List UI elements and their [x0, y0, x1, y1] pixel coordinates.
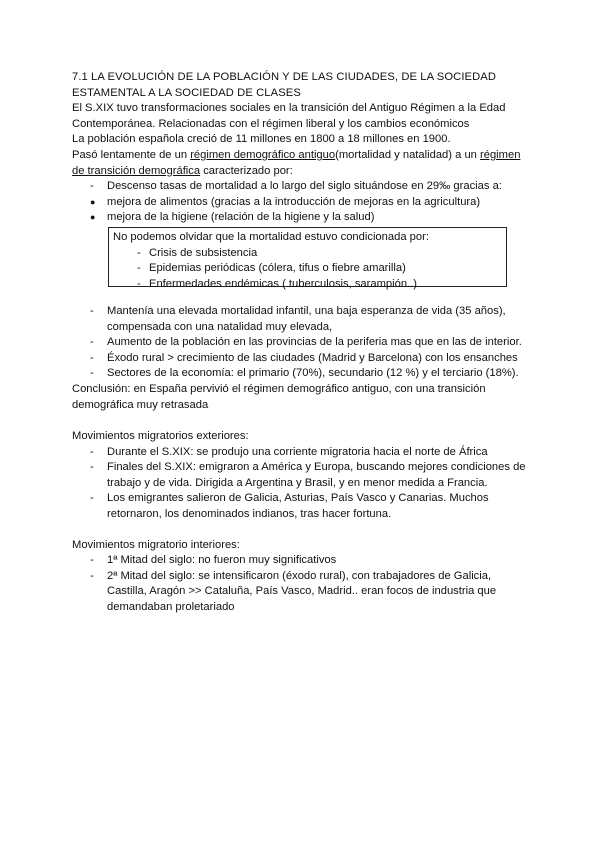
list-item-continuation: [72, 507, 532, 523]
list-item: [72, 445, 532, 461]
list-item-continuation: [72, 320, 532, 336]
intro-line-1: El S.XIX tuvo transformaciones sociales en la transición del Antiguo Régimen a la Edad: [72, 102, 506, 115]
list-item: [72, 351, 532, 367]
list-item-text: 1ª Mitad del siglo: no fueron muy significativos: [107, 554, 337, 567]
list-item: [72, 553, 532, 569]
bullet-icon: ●: [90, 212, 96, 223]
list-item-text: Crisis de subsistencia: [149, 246, 258, 259]
mortality-note-box: [108, 227, 507, 290]
intro-text: Pasó lentamente de un: [72, 148, 191, 161]
list-item-text: Enfermedades endémicas ( tuberculosis, sarampión..): [149, 277, 418, 290]
dash-marker: -: [90, 445, 94, 458]
dash-marker: -: [90, 351, 94, 364]
dash-marker: -: [137, 262, 141, 275]
intro-text: caracterizado por:: [200, 164, 293, 177]
list-item-continuation: [72, 600, 532, 616]
box-list-item: [113, 246, 506, 262]
dash-marker: -: [90, 554, 94, 567]
list-item-text: Mantenía una elevada mortalidad infantil, una baja esperanza de vida (35 años),: [107, 304, 506, 317]
list-item-text: Sectores de la economía: el primario (70%), secundario (12 %) y el terciario (18%).: [107, 367, 519, 380]
intro-text: (mortalidad y natalidad) a un: [335, 148, 480, 161]
underlined-term: régimen: [480, 148, 521, 161]
list-item-text: demandaban proletariado: [107, 601, 235, 614]
document-page: [72, 70, 532, 616]
list-item-text: Finales del S.XIX: emigraron a América y Europa, buscando mejores condiciones de: [107, 461, 526, 474]
title-line-1: 7.1 LA EVOLUCIÓN DE LA POBLACIÓN Y DE LAS CIUDADES, DE LA SOCIEDAD: [72, 71, 497, 83]
list-item-continuation: [72, 476, 532, 492]
dash-marker: -: [90, 492, 94, 505]
dash-marker: -: [90, 180, 94, 193]
list-item-text: Éxodo rural > crecimiento de las ciudades (Madrid y Barcelona) con los ensanches: [107, 351, 518, 364]
list-item-text: Aumento de la población en las provincias de la periferia mas que en las de interior.: [107, 336, 522, 349]
list-item-text: compensada con una natalidad muy elevada,: [107, 320, 333, 333]
box-list-item: [113, 277, 506, 293]
underlined-term: régimen demográfico antiguo: [190, 148, 336, 161]
list-item-text: mejora de alimentos (gracias a la introducción de mejoras en la agricultura): [107, 195, 481, 208]
bullet-icon: ●: [90, 196, 96, 207]
list-item: [72, 460, 532, 476]
list-item: [72, 304, 532, 320]
dash-marker: -: [90, 367, 94, 380]
list-item-text: Epidemias periódicas (cólera, tifus o fiebre amarilla): [149, 262, 406, 275]
dash-marker: -: [137, 246, 141, 259]
list-item-text: Castilla, Aragón >> Cataluña, País Vasco, Madrid.. eran focos de industria que: [107, 585, 497, 598]
intro-line-3: La población española creció de 11 millones en 1800 a 18 millones en 1900.: [72, 133, 451, 146]
list-item: [72, 491, 532, 507]
list-item: [72, 366, 532, 382]
intro-line-2: Contemporánea. Relacionadas con el régimen liberal y los cambios económicos: [72, 117, 470, 130]
list-item-continuation: [72, 584, 532, 600]
underlined-term: de transición demográfica: [72, 164, 201, 177]
title-line-2: ESTAMENTAL A LA SOCIEDAD DE CLASES: [72, 86, 301, 99]
list-item: [72, 195, 532, 211]
list-item: [72, 569, 532, 585]
dash-marker: -: [137, 277, 141, 290]
list-item: [72, 179, 532, 195]
intro-line-4: [72, 148, 532, 164]
dash-marker: -: [90, 336, 94, 349]
list-item-text: Los emigrantes salieron de Galicia, Asturias, País Vasco y Canarias. Muchos: [107, 492, 489, 505]
list-item-text: Descenso tasas de mortalidad a lo largo del siglo situándose en 29‰ gracias a:: [107, 180, 502, 193]
dash-marker: -: [90, 569, 94, 582]
dash-marker: -: [90, 461, 94, 474]
list-item: [72, 335, 532, 351]
intro-line-5: [72, 164, 532, 180]
list-item-text: mejora de la higiene (relación de la higiene y la salud): [107, 211, 375, 224]
dash-marker: -: [90, 304, 94, 317]
list-item-text: Durante el S.XIX: se produjo una corriente migratoria hacia el norte de África: [107, 445, 488, 458]
section-heading-interior: Movimientos migratorio interiores:: [72, 538, 240, 551]
list-item: [72, 210, 532, 226]
list-item-text: 2ª Mitad del siglo: se intensificaron (éxodo rural), con trabajadores de Galicia,: [107, 569, 492, 582]
list-item-text: retornaron, los denominados indianos, tras hacer fortuna.: [107, 508, 392, 521]
conclusion-line-1: Conclusión: en España pervivió el régimen demográfico antiguo, con una transición: [72, 382, 486, 395]
conclusion-line-2: demográfica muy retrasada: [72, 398, 209, 411]
box-list-item: [113, 261, 506, 277]
section-heading-exterior: Movimientos migratorios exteriores:: [72, 430, 249, 443]
list-item-text: trabajo y de vida. Dirigida a Argentina y Brasil, y en menor medida a Francia.: [107, 476, 488, 489]
box-heading: No podemos olvidar que la mortalidad estuvo condicionada por:: [113, 230, 429, 243]
